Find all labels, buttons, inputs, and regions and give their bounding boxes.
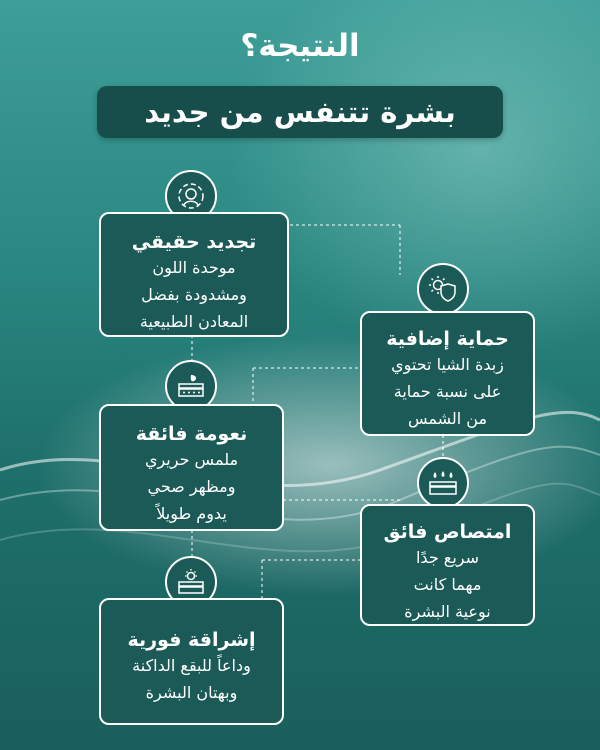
- card-line: نوعية البشرة: [404, 602, 491, 621]
- card-line: وبهتان البشرة: [145, 683, 238, 702]
- sun-shield-icon: [417, 263, 469, 315]
- card-absorption: [360, 504, 535, 626]
- card-title: نعومة فائقة: [135, 423, 248, 445]
- card-line: ملمس حريري: [144, 450, 239, 469]
- card-line: وداعاً للبقع الداكنة: [132, 656, 251, 675]
- page-title: النتيجة؟: [240, 28, 360, 64]
- card-line: يدوم طويلاً: [156, 504, 227, 523]
- card-line: ومشدودة بفضل: [141, 285, 247, 304]
- card-line: موحدة اللون: [152, 258, 236, 277]
- card-renewal: [99, 212, 289, 337]
- card-softness: [99, 404, 284, 531]
- card-title: حماية إضافية: [386, 328, 509, 350]
- card-line: المعادن الطبيعية: [139, 312, 249, 331]
- card-line: على نسبة حماية: [393, 382, 502, 401]
- card-title: إشراقة فورية: [127, 629, 256, 651]
- card-line: مهما كانت: [413, 575, 482, 594]
- card-line: سريع جدًا: [415, 548, 480, 567]
- card-line: زبدة الشيا تحتوي: [391, 355, 504, 374]
- card-title: تجديد حقيقي: [131, 231, 257, 253]
- card-protection: [360, 311, 535, 436]
- page-subtitle: بشرة تتنفس من جديد: [97, 86, 503, 138]
- card-title: امتصاص فائق: [383, 521, 512, 543]
- card-radiance: [99, 598, 284, 725]
- card-line: من الشمس: [407, 409, 488, 428]
- absorption-icon: [417, 457, 469, 509]
- card-line: ومظهر صحي: [147, 477, 236, 496]
